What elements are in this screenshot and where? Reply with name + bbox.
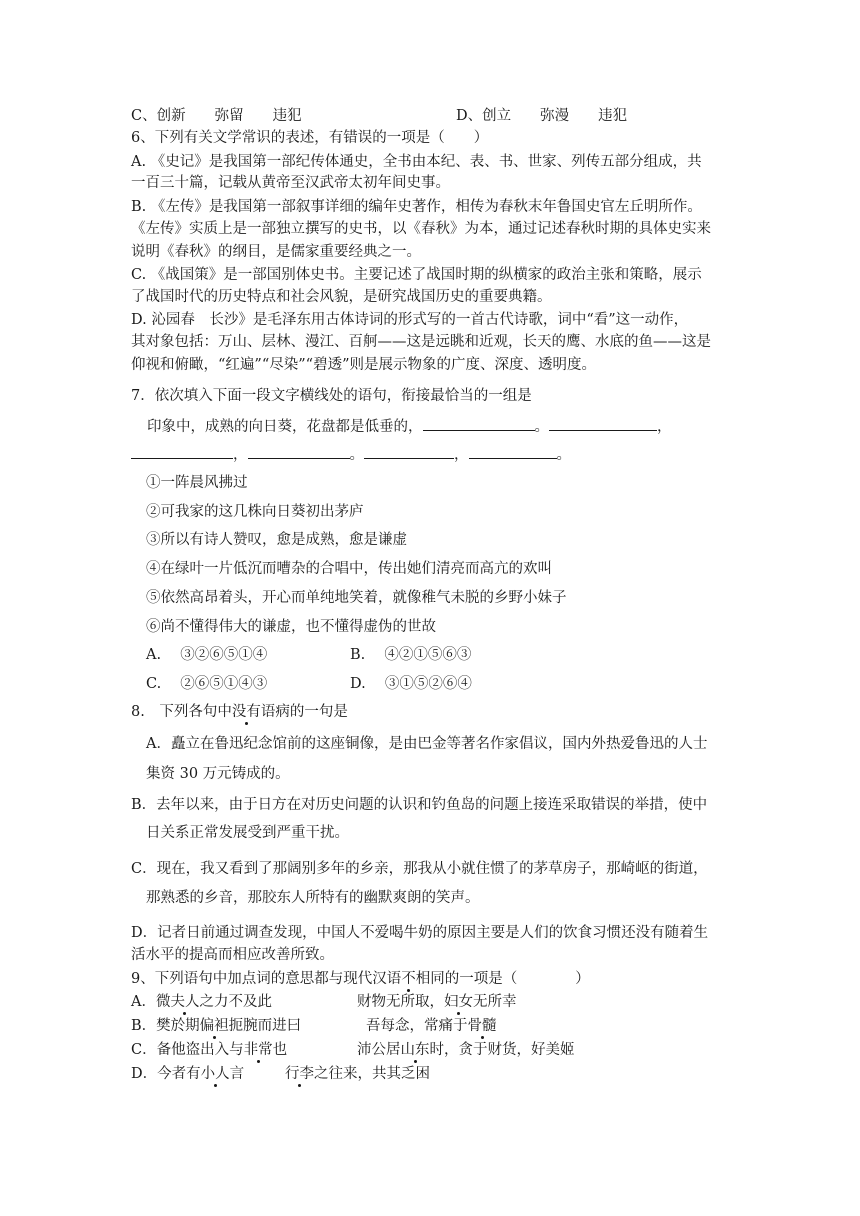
q7-blank-1	[423, 416, 535, 431]
q9-text: 沛公居	[357, 1042, 401, 1058]
q9-stem-text: 相同的一项是（ ）	[415, 971, 590, 987]
q7-stem: 7．依次填入下面一段文字横线处的语句，衔接最恰当的一组是	[131, 388, 532, 404]
q9-dotted-word: 小人	[200, 1066, 230, 1082]
q9-text: 财物无所取，	[357, 994, 444, 1010]
q6-option-c-line1: C. 《战国策》是一部国别体史书。主要记述了战国时期的纵横家的政治主张和策略，展示	[131, 267, 702, 283]
q6-option-d-line3: 仰视和俯瞰，“红遍”“尽染”“碧透”则是展示物象的广度、深度、透明度。	[131, 357, 596, 373]
q9-option-a-right	[357, 992, 517, 1012]
q8-option-c-line1: C．现在，我又看到了那阔别多年的乡亲，那我从小就住惯了的茅草房子，那崎岖的街道，	[131, 861, 708, 877]
q9-dotted-word: 非常	[243, 1042, 273, 1058]
q9-text: A．微	[131, 994, 171, 1010]
q9-text: C．备他盗出入与	[131, 1042, 244, 1058]
q9-text: 之力不及此	[199, 994, 272, 1010]
q6-option-d-line1: D. 沁园春 长沙》是毛泽东用古体诗词的形式写的一首古代诗歌，词中“看”这一动作，	[131, 312, 689, 328]
q7-item-1: ①一阵晨风拂过	[146, 475, 248, 491]
q9-dotted-word: 夫人	[170, 994, 200, 1010]
q9-stem-emphasis: 不	[401, 971, 416, 987]
q6-option-d-line2: 其对象包括：万山、层林、漫江、百舸——这是远眺和近观，长天的鹰、水底的鱼——这是	[131, 334, 711, 350]
q8-stem-text: 语病的一句是	[260, 704, 348, 720]
q7-passage-line1	[147, 416, 672, 437]
q7-option-c: C. ②⑥⑤①④③	[146, 676, 268, 692]
q7-item-6: ⑥尚不懂得伟大的谦虚，也不懂得虚伪的世故	[146, 619, 436, 635]
q9-option-b-left	[131, 1016, 301, 1036]
q9-text: B．樊於期	[131, 1018, 200, 1034]
q8-stem-emphasis: 没有	[231, 704, 261, 720]
q7-blank-4	[248, 444, 350, 459]
q7-blank-2	[549, 416, 657, 431]
q7-passage-line2	[131, 444, 571, 465]
q9-dotted-word: 行李	[285, 1066, 314, 1082]
q9-option-d-right	[285, 1064, 430, 1084]
q7-blank-6	[469, 444, 557, 459]
q9-option-a-left	[131, 992, 272, 1012]
q7-blank-5	[364, 444, 454, 459]
q8-option-d-line1: D．记者日前通过调查发现，中国人不爱喝牛奶的原因主要是人们的饮食习惯还没有随着生	[131, 925, 709, 941]
q8-option-b-line2: 日关系正常发展受到严重干扰。	[146, 825, 349, 841]
q5-option-d: D、创立 弥漫 违犯	[456, 108, 628, 124]
q6-option-a-line1: A. 《史记》是我国第一部纪传体通史，全书由本纪、表、书、世家、列传五部分组成，共	[131, 154, 702, 170]
q9-stem	[131, 969, 590, 989]
q9-text: 时，贪于财货，好美姬	[429, 1042, 575, 1058]
q8-option-a-line2: 集资 30 万元铸成的。	[146, 766, 290, 782]
q9-text: 言	[229, 1066, 245, 1082]
q7-passage-text: 印象中，成熟的向日葵，花盘都是低垂的，	[147, 419, 423, 435]
q7-item-3: ③所以有诗人赞叹，愈是成熟，愈是谦虚	[146, 532, 407, 548]
q8-option-b-line1: B．去年以来，由于日方在对历史问题的认识和钓鱼岛的问题上接连采取错误的举措，使中	[131, 797, 708, 813]
q9-option-b-right	[366, 1016, 497, 1036]
q6-option-b-line3: 说明《春秋》的纲目，是儒家重要经典之一。	[131, 244, 421, 260]
q9-text: 之往来，共其乏困	[314, 1066, 430, 1082]
q6-option-c-line2: 了战国时代的历史特点和社会风貌，是研究战国历史的重要典籍。	[131, 289, 552, 305]
q7-sep: 。	[534, 419, 549, 435]
q7-blank-3	[131, 444, 233, 459]
q7-option-a: A. ③②⑥⑤①④	[146, 647, 268, 663]
q9-dotted-word: 骨髓	[467, 1018, 497, 1034]
q7-option-b: B. ④②①⑤⑥③	[350, 647, 472, 663]
q9-dotted-word: 妇女	[444, 994, 473, 1010]
q8-option-c-line2: 那熟悉的乡音，那胶东人所特有的幽默爽朗的笑声。	[146, 890, 480, 906]
q9-option-c-right	[357, 1040, 575, 1060]
q8-option-a-line1: A．矗立在鲁迅纪念馆前的这座铜像，是由巴金等著名作家倡议，国内外热爱鲁迅的人士	[146, 736, 708, 752]
q9-stem-text: 9、下列语句中加点词的意思都与现代汉语	[131, 971, 402, 987]
q7-item-5: ⑤依然高昂着头，开心而单纯地笑着，就像稚气未脱的乡野小妹子	[146, 590, 567, 606]
q9-option-c-left	[131, 1040, 287, 1060]
q7-sep: ，	[233, 447, 248, 463]
q6-option-b-line1: B. 《左传》是我国第一部叙事详细的编年史著作，相传为春秋末年鲁国史官左丘明所作。	[131, 199, 702, 215]
q8-stem	[131, 702, 348, 722]
q9-option-d-left	[131, 1064, 244, 1084]
q8-option-d-line2: 活水平的提高而相应改善所致。	[131, 947, 334, 963]
q9-text: 扼腕而进曰	[228, 1018, 302, 1034]
q7-item-4: ④在绿叶一片低沉而嘈杂的合唱中，传出她们清亮而高亢的欢叫	[146, 561, 552, 577]
q8-stem-text: 8. 下列各句中	[131, 704, 232, 720]
q9-text: D．今者有	[131, 1066, 201, 1082]
q5-option-c: C、创新 弥留 违犯	[131, 108, 302, 124]
q7-sep: 。	[349, 447, 364, 463]
q9-text: 吾每念，常痛于	[366, 1018, 468, 1034]
q6-stem: 6、下列有关文学常识的表述，有错误的一项是（ ）	[131, 130, 489, 146]
q9-text: 无所幸	[473, 994, 517, 1010]
q6-option-a-line2: 一百三十篇，记载从黄帝至汉武帝太初年间史事。	[131, 175, 450, 191]
q7-sep: ，	[454, 447, 469, 463]
q9-dotted-word: 偏袒	[199, 1018, 229, 1034]
q6-option-b-line2: 《左传》实质上是一部独立撰写的史书，以《春秋》为本，通过记述春秋时期的具体史实来	[131, 221, 711, 237]
q7-sep: ，	[657, 419, 672, 435]
q7-item-2: ②可我家的这几株向日葵初出茅庐	[146, 504, 364, 520]
q9-dotted-word: 山东	[400, 1042, 430, 1058]
q7-option-d: D. ③①⑤②⑥④	[350, 676, 472, 692]
q7-sep: 。	[556, 447, 571, 463]
q9-text: 也	[272, 1042, 288, 1058]
